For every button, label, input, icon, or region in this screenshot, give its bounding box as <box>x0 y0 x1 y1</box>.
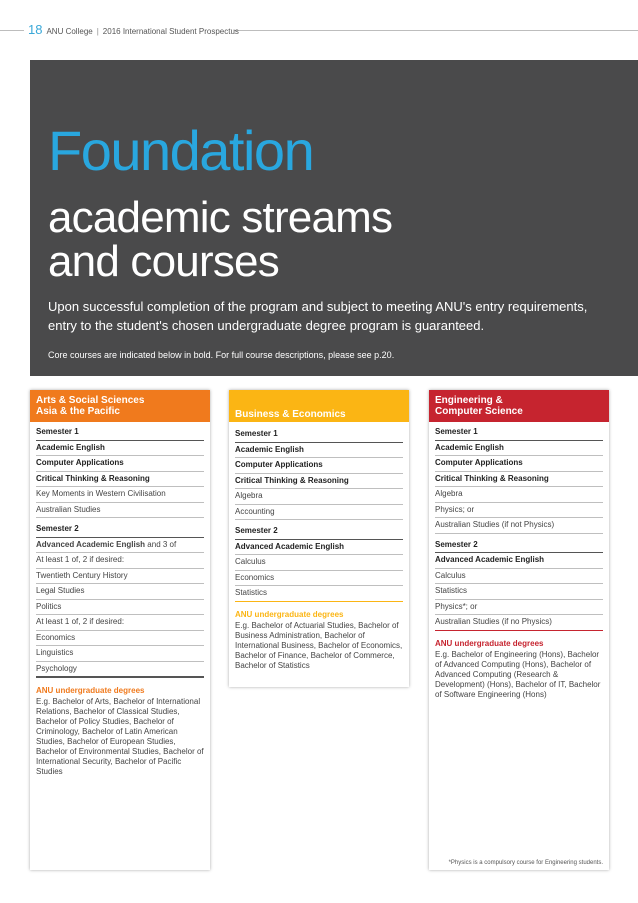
arts-group2-label: At least 1 of, 2 if desired: <box>36 615 204 631</box>
page-header <box>28 22 239 38</box>
arts-group1-label: At least 1 of, 2 if desired: <box>36 553 204 569</box>
engineering-footnote: *Physics is a compulsory course for Engineering students. <box>448 860 603 866</box>
engineering-course: Australian Studies (if not Physics) <box>435 518 603 534</box>
engineering-course: Australian Studies (if no Physics) <box>435 615 603 631</box>
header-rule-right <box>234 30 638 31</box>
hero-subtitle-line1: academic streams <box>48 193 393 242</box>
hero-note: Core courses are indicated below in bold. For full course descriptions, please see p.20. <box>48 350 395 360</box>
arts-course: Critical Thinking & Reasoning <box>36 472 204 488</box>
business-course: Advanced Academic English <box>235 540 403 556</box>
arts-sem2-core-rest: and 3 of <box>145 539 177 549</box>
hero-subtitle <box>48 193 393 286</box>
hero-subtitle-line2: and courses <box>48 237 279 286</box>
arts-column-header <box>30 390 210 422</box>
arts-course: Key Moments in Western Civilisation <box>36 487 204 503</box>
business-semester2-heading: Semester 2 <box>235 524 403 540</box>
engineering-course: Academic English <box>435 441 603 457</box>
arts-course: Linguistics <box>36 646 204 662</box>
engineering-degrees-text: E.g. Bachelor of Engineering (Hons), Bachelor of Advanced Computing (Hons), Bachelor of Advanced Computing (Research & Development) (Hons), Bachelor of IT, Bachelor of Software Engineering (Hons) <box>435 649 601 699</box>
business-column <box>229 390 409 687</box>
arts-course: Academic English <box>36 441 204 457</box>
business-course: Statistics <box>235 586 403 602</box>
arts-degrees-heading: ANU undergraduate degrees <box>36 686 145 695</box>
arts-course: Twentieth Century History <box>36 569 204 585</box>
engineering-semester1-heading: Semester 1 <box>435 425 603 441</box>
business-title: Business & Economics <box>235 409 346 420</box>
arts-course: Economics <box>36 631 204 647</box>
engineering-semester2-heading: Semester 2 <box>435 538 603 554</box>
engineering-course: Algebra <box>435 487 603 503</box>
business-course: Calculus <box>235 555 403 571</box>
arts-course: Politics <box>36 600 204 616</box>
arts-course: Legal Studies <box>36 584 204 600</box>
arts-semester1-heading: Semester 1 <box>36 425 204 441</box>
arts-sem2-core <box>36 538 204 554</box>
page-number: 18 <box>28 22 43 37</box>
hero-title: Foundation <box>48 119 314 182</box>
business-semester1-heading: Semester 1 <box>235 427 403 443</box>
engineering-course: Calculus <box>435 569 603 585</box>
business-course: Algebra <box>235 489 403 505</box>
college-name: ANU College <box>46 27 93 36</box>
engineering-column-header <box>429 390 609 422</box>
business-course: Accounting <box>235 505 403 521</box>
engineering-course: Advanced Academic English <box>435 553 603 569</box>
engineering-column <box>429 390 609 870</box>
arts-course: Australian Studies <box>36 503 204 519</box>
arts-sem2-core-bold: Advanced Academic English <box>36 539 146 549</box>
publication-name: 2016 International Student Prospectus <box>102 27 239 36</box>
arts-column <box>30 390 210 870</box>
arts-semester2-heading: Semester 2 <box>36 522 204 538</box>
business-course: Economics <box>235 571 403 587</box>
business-course: Academic English <box>235 443 403 459</box>
business-degrees-text: E.g. Bachelor of Actuarial Studies, Bachelor of Business Administration, Bachelor of International Business, Bachelor of Economics, Bachelor of Finance, Bachelor of Commerce, Bachelor of Statistics <box>235 620 403 670</box>
engineering-title-line2: Computer Science <box>435 406 523 417</box>
hero-intro: Upon successful completion of the program and subject to meeting ANU's entry requirements, entry to the student's chosen undergraduate degree program is guaranteed. <box>48 299 588 333</box>
header-rule-left <box>0 30 24 31</box>
arts-course: Psychology <box>36 662 204 679</box>
business-degrees-heading: ANU undergraduate degrees <box>235 609 344 619</box>
arts-course: Computer Applications <box>36 456 204 472</box>
business-course: Critical Thinking & Reasoning <box>235 474 403 490</box>
engineering-course: Physics; or <box>435 503 603 519</box>
arts-title-line1: Arts & Social Sciences <box>36 395 145 406</box>
engineering-degrees-heading: ANU undergraduate degrees <box>435 638 544 648</box>
arts-degrees-text: E.g. Bachelor of Arts, Bachelor of International Relations, Bachelor of Classical Studies, Bachelor of Policy Studies, Bachelor of Criminology, Bachelor of Latin American Studies, Bachelor of European Studies, Bachelor of Environmental Studies, Bachelor of International Security, Bachelor of Pacific Studies <box>36 697 204 776</box>
engineering-course: Statistics <box>435 584 603 600</box>
engineering-course: Computer Applications <box>435 456 603 472</box>
engineering-course: Critical Thinking & Reasoning <box>435 472 603 488</box>
arts-title-line2: Asia & the Pacific <box>36 406 120 417</box>
engineering-title-line1: Engineering & <box>435 395 503 406</box>
header-separator: | <box>96 27 99 36</box>
business-course: Computer Applications <box>235 458 403 474</box>
hero-panel <box>30 60 638 376</box>
business-column-header <box>229 390 409 422</box>
engineering-course: Physics*; or <box>435 600 603 616</box>
